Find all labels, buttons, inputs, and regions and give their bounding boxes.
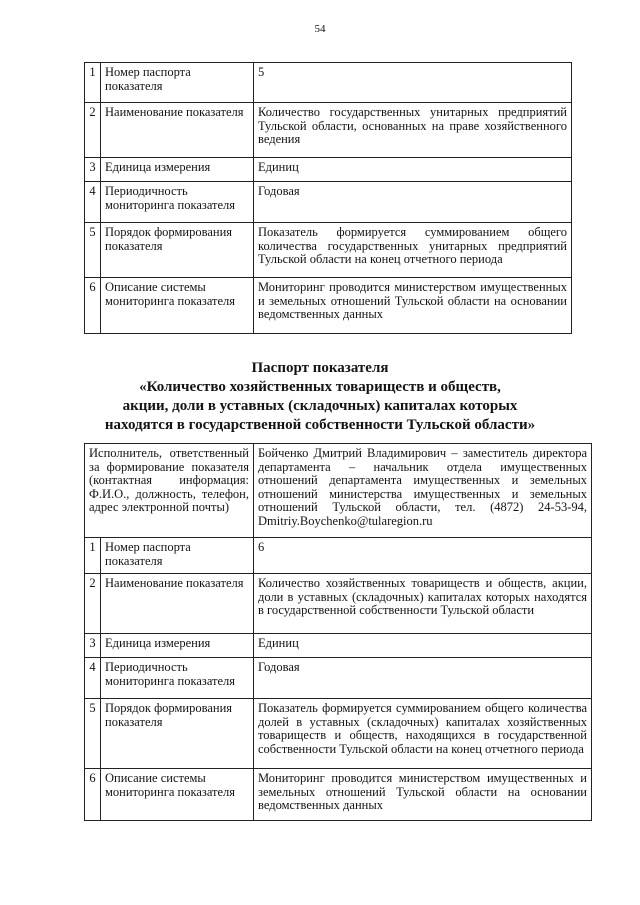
row-number: 2 <box>85 574 101 634</box>
row-value: Мониторинг проводится министерством имущественных и земельных отношений Тульской области на основании ведомственных данных <box>254 278 572 334</box>
table-row <box>85 538 592 574</box>
responsible-value: Бойченко Дмитрий Владимирович – заместитель директора департамента – начальник отдела имущественных отношений департамента имущественных и земельных отношений министерства имущественных и земельных отношений Тульской области, тел. (4872) 24-53-94, Dmitriy.Boychenko@tularegion.ru <box>254 444 592 538</box>
indicator-6-passport-table <box>84 443 592 821</box>
table-row <box>85 634 592 658</box>
row-value: Показатель формируется суммированием общего количества государственных унитарных предприятий Тульской области на конец отчетного периода <box>254 223 572 278</box>
row-number: 6 <box>85 278 101 334</box>
row-label: Единица измерения <box>101 634 254 658</box>
table-row <box>85 103 572 158</box>
row-value: Количество хозяйственных товариществ и обществ, акции, доли в уставных (складочных) капиталах которых находятся в государственной собственности Тульской области <box>254 574 592 634</box>
row-number: 1 <box>85 538 101 574</box>
table-row <box>85 658 592 699</box>
row-label: Периодичность мониторинга показателя <box>101 658 254 699</box>
row-number: 4 <box>85 182 101 223</box>
passport-heading: Паспорт показателя <box>251 360 389 376</box>
row-value: Мониторинг проводится министерством имущественных и земельных отношений Тульской области на основании ведомственных данных <box>254 769 592 821</box>
row-value: Единиц <box>254 158 572 182</box>
row-label: Описание системы мониторинга показателя <box>101 769 254 821</box>
row-label: Наименование показателя <box>101 103 254 158</box>
row-number: 2 <box>85 103 101 158</box>
table-row <box>85 699 592 769</box>
row-label: Описание системы мониторинга показателя <box>101 278 254 334</box>
row-value: Годовая <box>254 182 572 223</box>
passport-title-line: «Количество хозяйственных товариществ и обществ, <box>139 379 501 395</box>
row-label: Порядок формирования показателя <box>101 699 254 769</box>
page-number: 54 <box>314 23 326 35</box>
row-value: Показатель формируется суммированием общего количества долей в уставных (складочных) капиталах хозяйственных товариществ и обществ, находящихся в государственной собственности Тульской области на конец отчетного периода <box>254 699 592 769</box>
row-number: 3 <box>85 634 101 658</box>
table-row <box>85 63 572 103</box>
row-number: 1 <box>85 63 101 103</box>
table-row <box>85 278 572 334</box>
passport-title-line: акции, доли в уставных (складочных) капиталах которых <box>122 398 518 414</box>
row-number: 5 <box>85 223 101 278</box>
indicator-5-passport-table <box>84 62 572 334</box>
table-row <box>85 769 592 821</box>
row-number: 5 <box>85 699 101 769</box>
row-label: Периодичность мониторинга показателя <box>101 182 254 223</box>
row-value: 5 <box>254 63 572 103</box>
passport-title-line: находятся в государственной собственности Тульской области» <box>104 417 536 433</box>
row-label: Номер паспорта показателя <box>101 63 254 103</box>
table-row <box>85 182 572 223</box>
row-value: 6 <box>254 538 592 574</box>
row-label: Единица измерения <box>101 158 254 182</box>
row-value: Годовая <box>254 658 592 699</box>
row-number: 6 <box>85 769 101 821</box>
row-number: 3 <box>85 158 101 182</box>
row-label: Наименование показателя <box>101 574 254 634</box>
table-row <box>85 444 592 538</box>
passport-title <box>0 359 640 435</box>
table-row <box>85 223 572 278</box>
row-label: Номер паспорта показателя <box>101 538 254 574</box>
table-row <box>85 574 592 634</box>
responsible-label: Исполнитель, ответственный за формирование показателя (контактная информация: Ф.И.О., должность, телефон, адрес электронной почты) <box>85 444 254 538</box>
row-value: Единиц <box>254 634 592 658</box>
row-label: Порядок формирования показателя <box>101 223 254 278</box>
row-number: 4 <box>85 658 101 699</box>
row-value: Количество государственных унитарных предприятий Тульской области, основанных на праве хозяйственного ведения <box>254 103 572 158</box>
table-row <box>85 158 572 182</box>
